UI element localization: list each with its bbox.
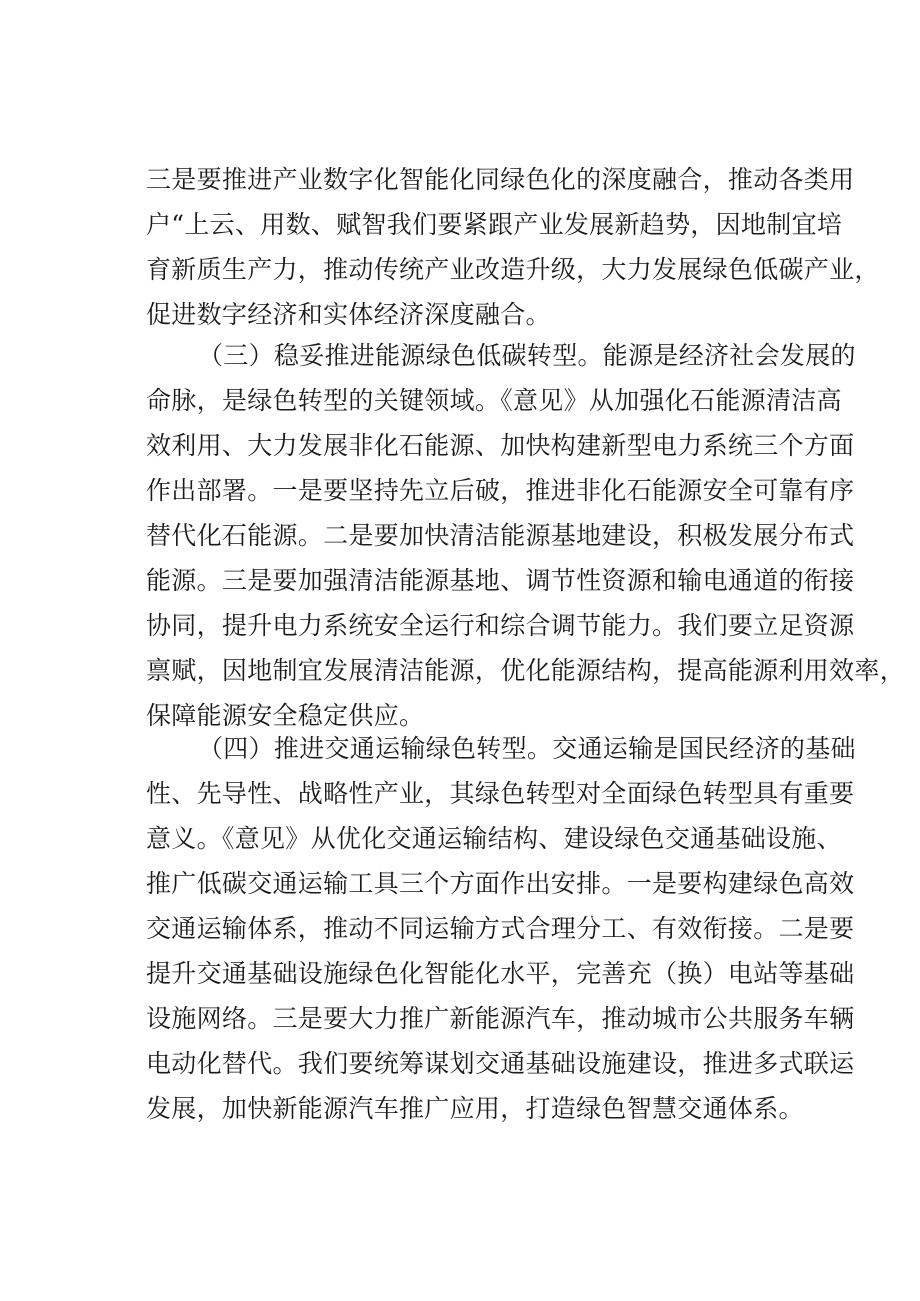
text-line: 育新质生产力，推动传统产业改造升级，大力发展绿色低碳产业，	[146, 255, 880, 284]
text-line: 保障能源安全稳定供应。	[146, 701, 425, 730]
text-line: 效利用、大力发展非化石能源、加快构建新型电力系统三个方面	[146, 431, 855, 460]
text-line: 性、先导性、战略性产业，其绿色转型对全面绿色转型具有重要	[146, 779, 855, 808]
section-heading-line: （三）稳妥推进能源绿色低碳转型。能源是经济社会发展的	[198, 341, 856, 370]
text-line: 推广低碳交通运输工具三个方面作出安排。一是要构建绿色高效	[146, 869, 855, 898]
text-line: 作出部署。一是要坚持先立后破，推进非化石能源安全可靠有序	[146, 476, 855, 505]
text-line: 替代化石能源。二是要加快清洁能源基地建设，积极发展分布式	[146, 521, 855, 550]
text-line: 命脉，是绿色转型的关键领域。《意见》从加强化石能源清洁高	[146, 386, 842, 415]
paragraph-industry	[146, 157, 880, 337]
text-line: 协同，提升电力系统安全运行和综合调节能力。我们要立足资源	[146, 611, 855, 640]
text-line: 交通运输体系，推动不同运输方式合理分工、有效衔接。二是要	[146, 914, 855, 943]
section-heading-line: （四）推进交通运输绿色转型。交通运输是国民经济的基础	[198, 734, 856, 763]
paragraph-energy	[146, 333, 906, 738]
text-line: 设施网络。三是要大力推广新能源汽车，推动城市公共服务车辆	[146, 1004, 855, 1033]
text-line: 禀赋，因地制宜发展清洁能源，优化能源结构，提高能源利用效率，	[146, 656, 906, 685]
text-line: 三是要推进产业数字化智能化同绿色化的深度融合，推动各类用	[146, 165, 855, 194]
text-line: 电动化替代。我们要统筹谋划交通基础设施建设，推进多式联运	[146, 1049, 855, 1078]
text-line: 促进数字经济和实体经济深度融合。	[146, 300, 551, 329]
text-line: 能源。三是要加强清洁能源基地、调节性资源和输电通道的衔接	[146, 566, 855, 595]
paragraph-transport	[146, 726, 856, 1131]
text-line: 提升交通基础设施绿色化智能化水平，完善充（换）电站等基础	[146, 959, 855, 988]
text-line: 户“上云、用数、赋智我们要紧跟产业发展新趋势，因地制宜培	[146, 210, 843, 239]
text-line: 发展，加快新能源汽车推广应用，打造绿色智慧交通体系。	[146, 1094, 804, 1123]
text-line: 意义。《意见》从优化交通运输结构、建设绿色交通基础设施、	[146, 824, 842, 853]
